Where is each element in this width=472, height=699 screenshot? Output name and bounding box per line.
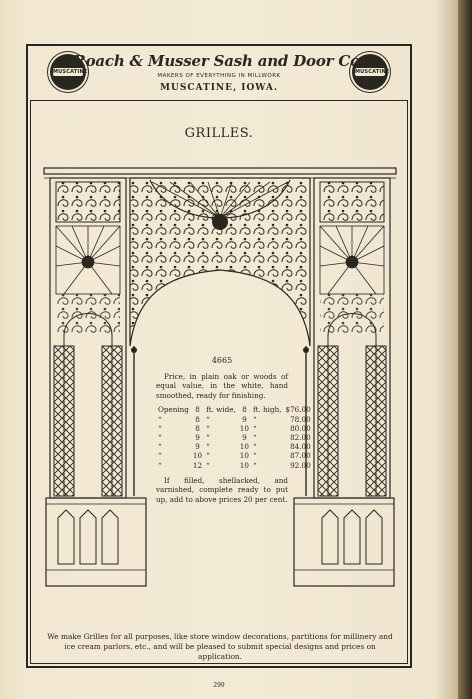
book-spine bbox=[458, 0, 472, 699]
price-cell-price: 92.00 bbox=[290, 460, 311, 470]
company-banner: MAKERS OF EVERYTHING IN MILLWORK bbox=[157, 73, 281, 79]
price-table bbox=[156, 405, 313, 469]
company-city: MUSCATINE, IOWA. bbox=[160, 83, 278, 93]
price-cell-height: 10 bbox=[239, 442, 249, 452]
price-row bbox=[156, 442, 313, 451]
price-cell-width: 9 bbox=[195, 432, 200, 442]
price-cell-hmark: “ bbox=[252, 432, 257, 442]
price-cell-price: 78.00 bbox=[290, 414, 311, 424]
price-cell-label: Opening bbox=[158, 405, 189, 415]
price-row bbox=[156, 433, 313, 442]
footer-paragraph: We make Grilles for all purposes, like store window decorations, partitions for millinery and ice cream parlors, etc., and will be pleased to submit special designs and prices on application. bbox=[47, 632, 393, 661]
price-cell-wmark: ft. wide, bbox=[206, 405, 236, 415]
price-cell-price: 87.00 bbox=[290, 451, 311, 461]
right-seal-icon: MUSCATINE bbox=[352, 54, 388, 90]
price-cell-label: “ bbox=[158, 414, 162, 424]
price-cell-width: 8 bbox=[195, 405, 200, 415]
price-cell-price: 80.00 bbox=[290, 423, 311, 433]
price-row bbox=[156, 461, 313, 470]
price-description: Price, in plain oak or woods of equal value, in the white, hand smoothed, ready for finishing. bbox=[156, 371, 288, 400]
page-title: GRILLES. bbox=[184, 126, 254, 141]
price-cell-wmark: “ bbox=[206, 432, 210, 442]
price-cell-hmark: “ bbox=[252, 442, 257, 452]
price-row bbox=[156, 424, 313, 433]
price-cell-height: 10 bbox=[239, 451, 249, 461]
price-cell-height: 8 bbox=[242, 405, 247, 415]
price-cell-wmark: “ bbox=[206, 414, 210, 424]
price-cell-price: $76.00 bbox=[285, 405, 311, 415]
price-cell-width: 8 bbox=[195, 414, 200, 424]
price-cell-hmark: “ bbox=[252, 451, 257, 461]
price-cell-height: 9 bbox=[242, 414, 247, 424]
finish-note: If filled, shellacked, and varnished, complete ready to put up, add to above prices 20 per cent. bbox=[156, 475, 288, 504]
price-cell-wmark: “ bbox=[206, 442, 210, 452]
price-cell-wmark: “ bbox=[206, 451, 210, 461]
price-cell-hmark: “ bbox=[252, 460, 257, 470]
price-cell-height: 10 bbox=[239, 423, 249, 433]
price-cell-width: 9 bbox=[195, 442, 200, 452]
price-row bbox=[156, 451, 313, 460]
price-cell-height: 9 bbox=[242, 432, 247, 442]
price-cell-label: “ bbox=[158, 451, 162, 461]
company-name: Roach & Musser Sash and Door Co. bbox=[73, 52, 365, 70]
letterhead bbox=[30, 48, 408, 100]
price-cell-price: 84.00 bbox=[290, 442, 311, 452]
price-cell-hmark: “ bbox=[252, 423, 257, 433]
price-cell-width: 10 bbox=[192, 451, 203, 461]
price-cell-height: 10 bbox=[239, 460, 249, 470]
price-cell-label: “ bbox=[158, 432, 162, 442]
price-cell-hmark: ft. high, bbox=[252, 405, 282, 415]
price-cell-width: 8 bbox=[195, 423, 200, 433]
price-cell-width: 12 bbox=[192, 460, 203, 470]
page-number: 299 bbox=[213, 682, 225, 689]
price-row bbox=[156, 415, 313, 424]
price-row bbox=[156, 405, 313, 414]
price-cell-wmark: “ bbox=[206, 460, 210, 470]
price-cell-price: 82.00 bbox=[290, 432, 311, 442]
price-cell-label: “ bbox=[158, 460, 162, 470]
price-cell-label: “ bbox=[158, 442, 162, 452]
price-cell-hmark: “ bbox=[252, 414, 257, 424]
product-number: 4665 bbox=[211, 356, 233, 365]
price-cell-label: “ bbox=[158, 423, 162, 433]
product-description bbox=[156, 356, 311, 505]
left-seal-icon: MUSCATINE bbox=[50, 54, 86, 90]
price-cell-wmark: “ bbox=[206, 423, 210, 433]
